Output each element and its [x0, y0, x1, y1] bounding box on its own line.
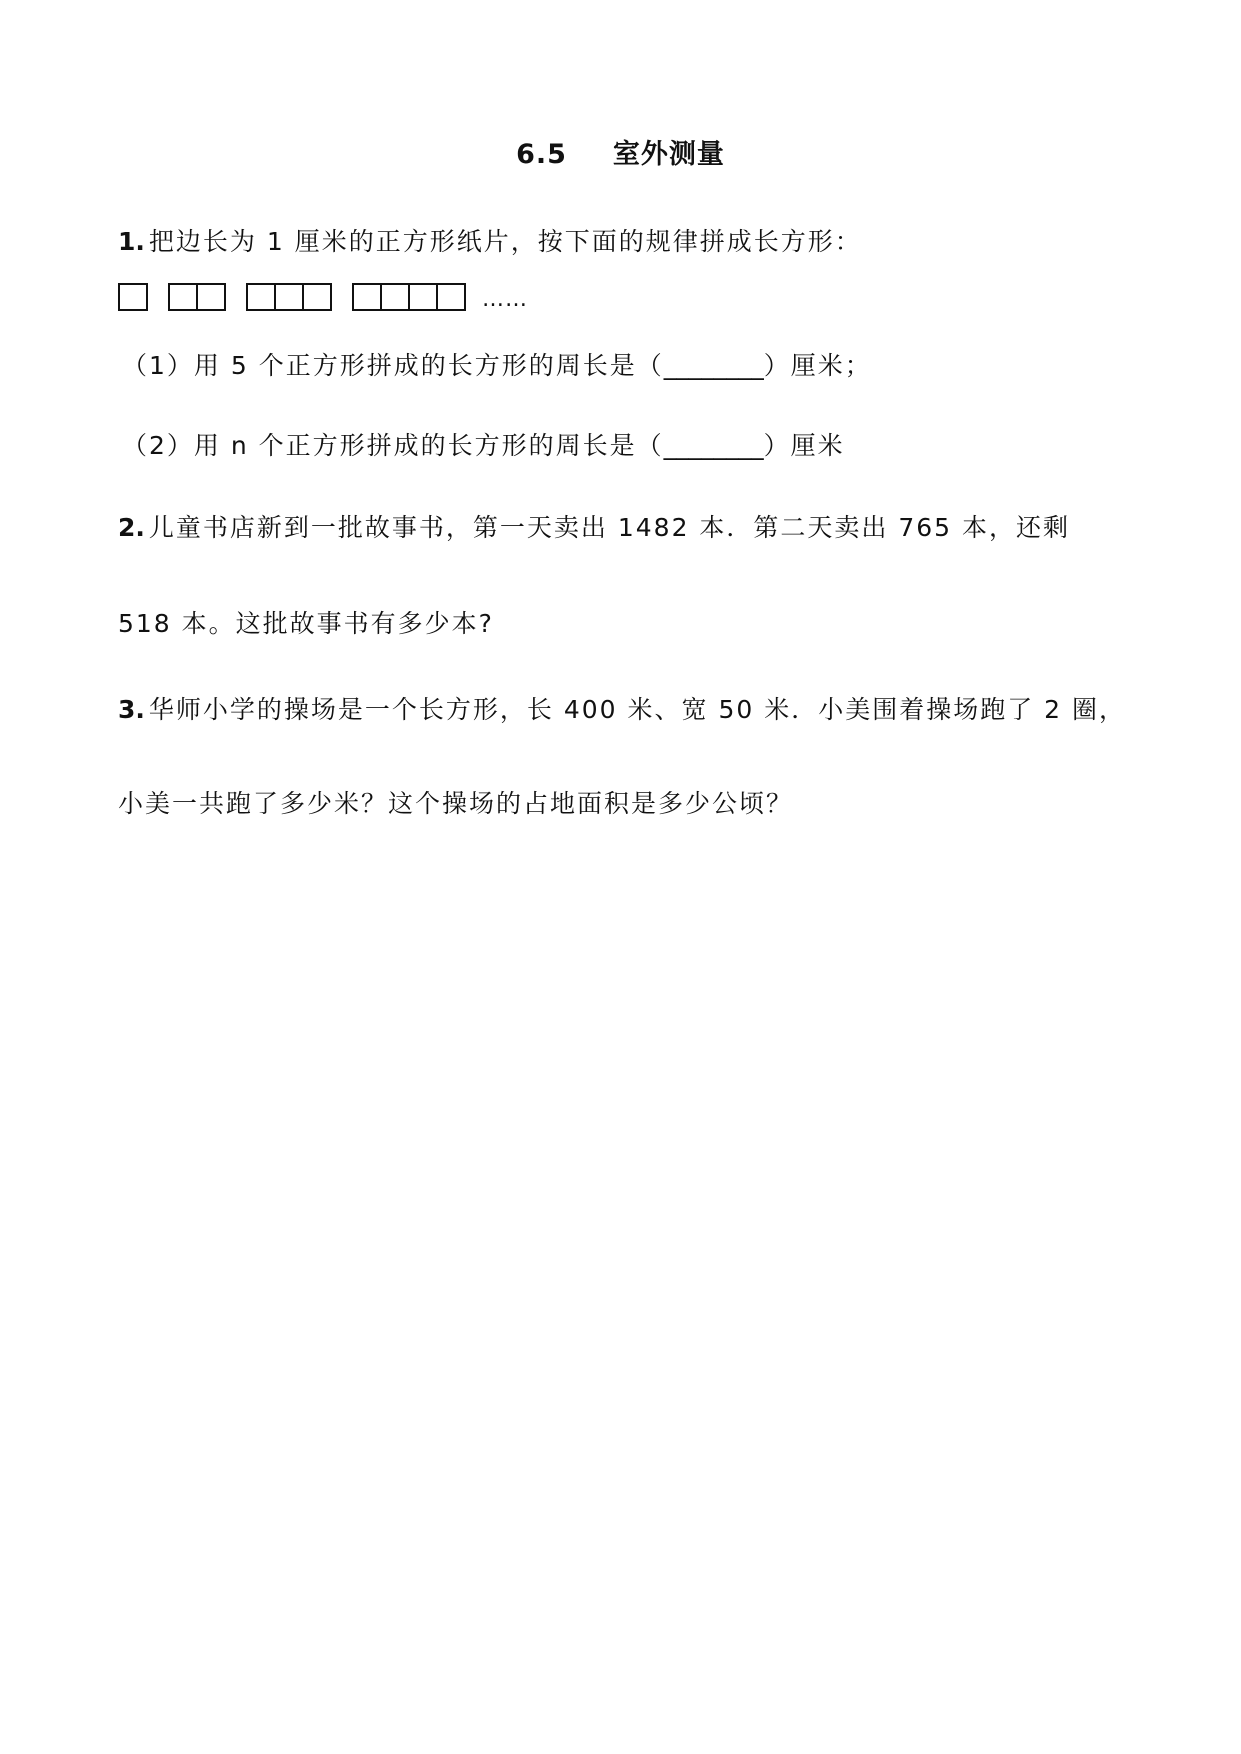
square-cell — [120, 285, 146, 309]
question-2-number: 2. — [118, 513, 145, 542]
square-cell — [382, 285, 410, 309]
question-1-line — [118, 222, 862, 258]
question-2-text-1: 儿童书店新到一批故事书，第一天卖出 1482 本．第二天卖出 765 本，还剩 — [148, 513, 1071, 542]
page-title — [0, 132, 1241, 171]
square-cell — [198, 285, 224, 309]
question-1-number: 1. — [118, 227, 145, 256]
answer-blank-1[interactable]: ________ — [663, 351, 764, 380]
question-2-text-2: 518 本。这批故事书有多少本? — [118, 609, 494, 638]
rectangle-3-squares — [246, 283, 332, 311]
square-cell — [410, 285, 438, 309]
question-3-text-1: 华师小学的操场是一个长方形，长 400 米、宽 50 米．小美围着操场跑了 2 圈， — [148, 695, 1127, 724]
question-1-text: 把边长为 1 厘米的正方形纸片，按下面的规律拼成长方形： — [148, 227, 862, 256]
section-number: 6.5 — [516, 139, 567, 170]
rectangle-4-squares — [352, 283, 466, 311]
square-cell — [170, 285, 198, 309]
rectangle-2-squares — [168, 283, 226, 311]
question-3-number: 3. — [118, 695, 145, 724]
question-2-line-2 — [118, 604, 494, 640]
answer-blank-2[interactable]: ________ — [663, 431, 764, 460]
pattern-ellipsis: …… — [482, 287, 528, 312]
square-pattern — [118, 281, 528, 311]
question-1-sub-2 — [122, 426, 845, 462]
sub-1-prefix: （1）用 5 个正方形拼成的长方形的周长是（ — [122, 351, 664, 380]
section-title: 室外测量 — [612, 139, 725, 170]
square-cell — [354, 285, 382, 309]
question-1-sub-1 — [122, 346, 872, 382]
question-3-text-2: 小美一共跑了多少米？这个操场的占地面积是多少公顷？ — [118, 789, 794, 818]
question-3-line-1 — [118, 690, 1126, 726]
sub-1-suffix: ）厘米； — [763, 351, 872, 380]
square-cell — [276, 285, 304, 309]
question-3-line-2 — [118, 784, 793, 820]
question-2-line-1 — [118, 508, 1070, 544]
square-cell — [438, 285, 464, 309]
sub-2-suffix: ）厘米 — [763, 431, 845, 460]
rectangle-1-square — [118, 283, 148, 311]
square-cell — [248, 285, 276, 309]
square-cell — [304, 285, 330, 309]
sub-2-prefix: （2）用 n 个正方形拼成的长方形的周长是（ — [122, 431, 664, 460]
